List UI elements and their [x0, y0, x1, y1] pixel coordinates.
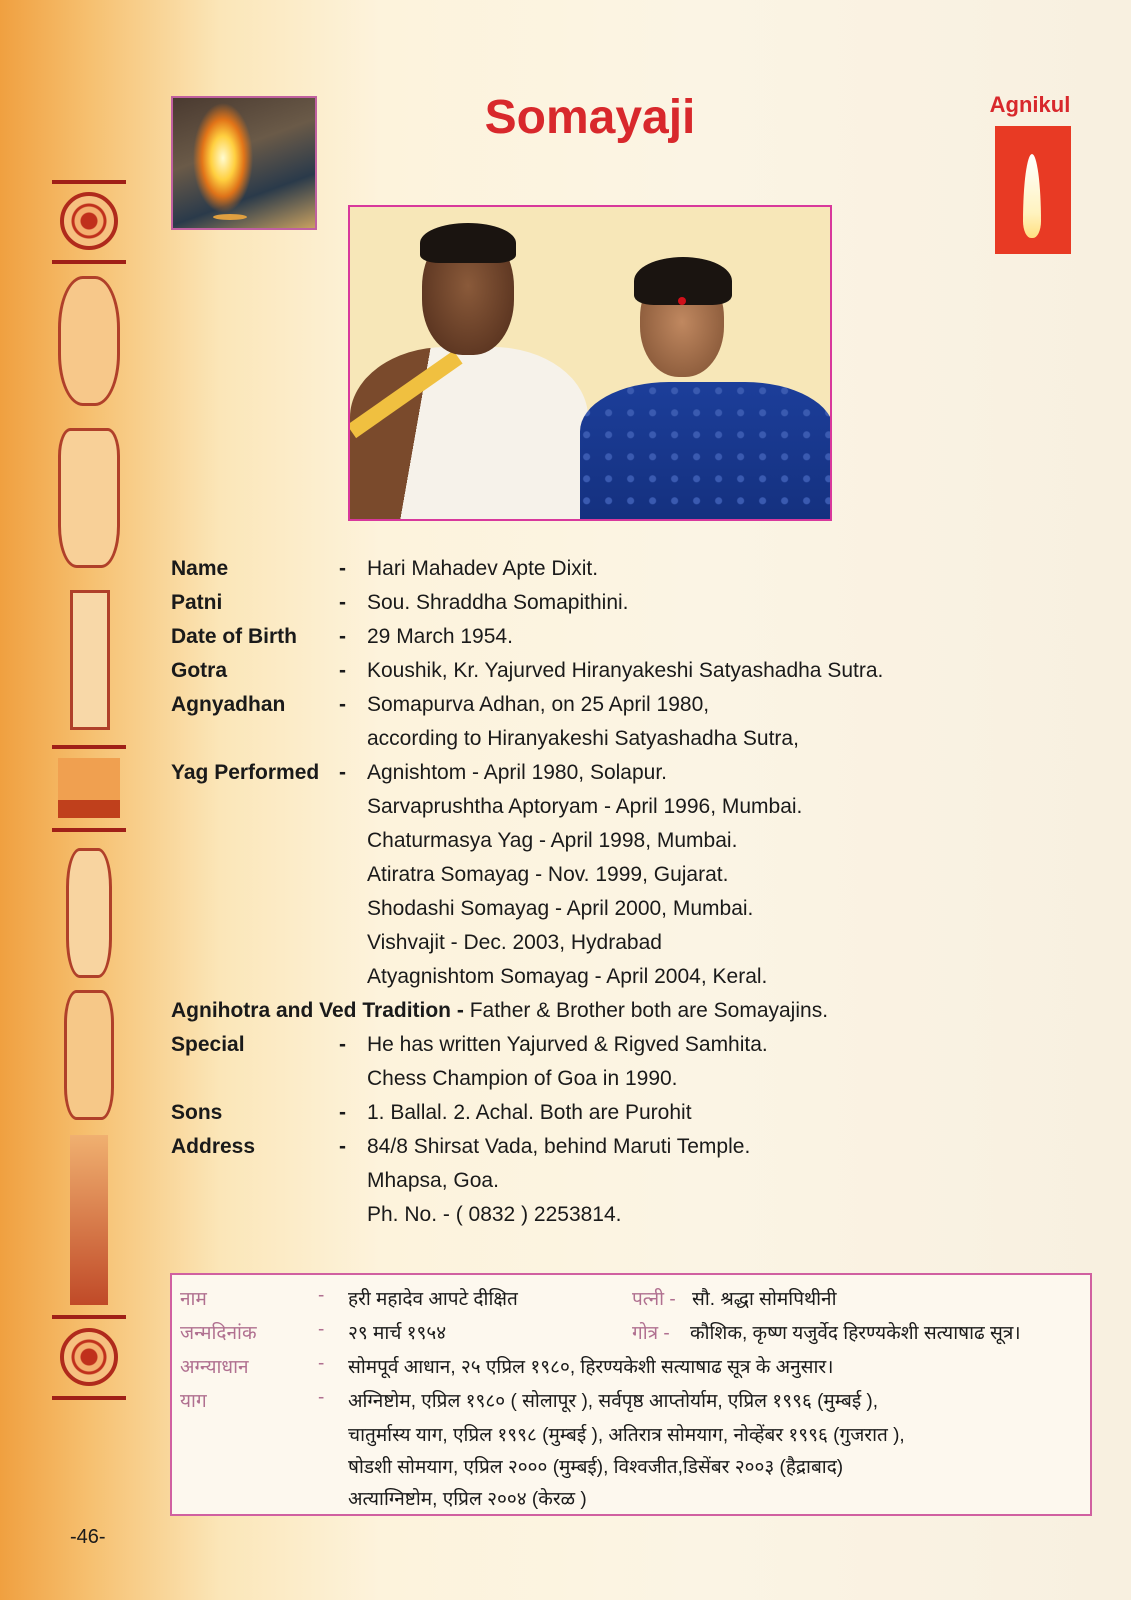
detail-agnyadhan-line2: according to Hiranyakeshi Satyashadha Sutra,: [367, 727, 799, 750]
category-label: Agnikul: [989, 92, 1071, 117]
detail-dob: Date of Birth - 29 March 1954.: [171, 625, 513, 648]
detail-patni: Patni - Sou. Shraddha Somapithini.: [171, 591, 629, 614]
vessel-icon: [58, 276, 120, 406]
ritual-vessel-strip: [52, 180, 126, 1430]
details-section: [171, 552, 1111, 1232]
detail-address-line: Ph. No. - ( 0832 ) 2253814.: [367, 1203, 622, 1226]
page-title: Somayaji: [484, 91, 696, 144]
flame-icon: [995, 126, 1071, 254]
detail-special-line2: Chess Champion of Goa in 1990.: [367, 1067, 678, 1090]
hindi-yag-line: चातुर्मास्य याग, एप्रिल १९९८ (मुम्बई ), अतिरात्र सोमयाग, नोव्हेंबर १९९६ (गुजरात ),: [348, 1425, 905, 1446]
hindi-yag-line: षोडशी सोमयाग, एप्रिल २००० (मुम्बई), विश्वजीत,डिसेंबर २००३ (हैद्राबाद): [348, 1457, 844, 1478]
detail-address: Address - 84/8 Shirsat Vada, behind Maruti Temple.: [171, 1135, 751, 1158]
scroll-icon: [66, 848, 112, 978]
fire-altar-icon: [58, 758, 120, 818]
detail-name: Name - Hari Mahadev Apte Dixit.: [171, 557, 599, 580]
hindi-yag-line: अत्याग्निष्टोम, एप्रिल २००४ (केरळ ): [348, 1489, 587, 1510]
pillar-icon: [70, 590, 110, 730]
detail-agnyadhan: Agnyadhan - Somapurva Adhan, on 25 April 1980,: [171, 693, 710, 716]
detail-special: Special - He has written Yajurved & Rigved Samhita.: [171, 1033, 768, 1056]
detail-yag-line: Atyagnishtom Somayag - April 2004, Keral.: [367, 965, 768, 988]
ladle-icon: [70, 1135, 108, 1305]
hindi-summary-box: नाम - हरी महादेव आपटे दीक्षित पत्नी - सौ. श्रद्धा सोमपिथीनी जन्मदिनांक - २९ मार्च १९५४ गोत्र - कौशिक, कृष्ण यजुर्वेद हिरण्यकेशी सत्याषाढ सूत्र। अग्न्याधान - सोमपूर्व आधान, २५ एप्रिल १९८०, हिरण्यकेशी सत्याषाढ सूत्र के अनुसार। याग - अग्निष्टोम, एप्रिल १९८० ( सोलापूर ), सर्वपृष्ठ आप्तोर्याम, एप्रिल १९९६ (मुम्बई ), चातुर्मास्य याग, एप्रिल १९९८ (मुम्बई ), अतिरात्र सोमयाग, नोव्हेंबर १९९६ (गुजरात ), षोडशी सोमयाग, एप्रिल २००० (मुम्बई), विश्वजीत,डिसेंबर २००३ (हैद्राबाद) अत्याग्निष्टोम, एप्रिल २००४ (केरळ ): [170, 1273, 1092, 1516]
page-number: -46-: [70, 1526, 106, 1548]
detail-yag-line: Vishvajit - Dec. 2003, Hydrabad: [367, 931, 662, 954]
couple-photo: [348, 205, 832, 521]
detail-address-line: Mhapsa, Goa.: [367, 1169, 499, 1192]
wheel-icon: [58, 192, 120, 250]
detail-tradition: Agnihotra and Ved Tradition - Father & Brother both are Somayajins.: [171, 999, 829, 1022]
detail-yag-line: Sarvaprushtha Aptoryam - April 1996, Mumbai.: [367, 795, 803, 818]
detail-yag-line: Atiratra Somayag - Nov. 1999, Gujarat.: [367, 863, 729, 886]
cup-icon: [58, 428, 120, 568]
detail-yag: Yag Performed - Agnishtom - April 1980, Solapur.: [171, 761, 668, 784]
detail-sons: Sons - 1. Ballal. 2. Achal. Both are Purohit: [171, 1101, 692, 1124]
fire-ritual-photo: [171, 96, 317, 230]
detail-gotra: Gotra - Koushik, Kr. Yajurved Hiranyakeshi Satyashadha Sutra.: [171, 659, 884, 682]
wheel-icon-bottom: [58, 1328, 120, 1386]
jar-icon: [64, 990, 114, 1120]
detail-yag-line: Shodashi Somayag - April 2000, Mumbai.: [367, 897, 754, 920]
detail-yag-line: Chaturmasya Yag - April 1998, Mumbai.: [367, 829, 738, 852]
